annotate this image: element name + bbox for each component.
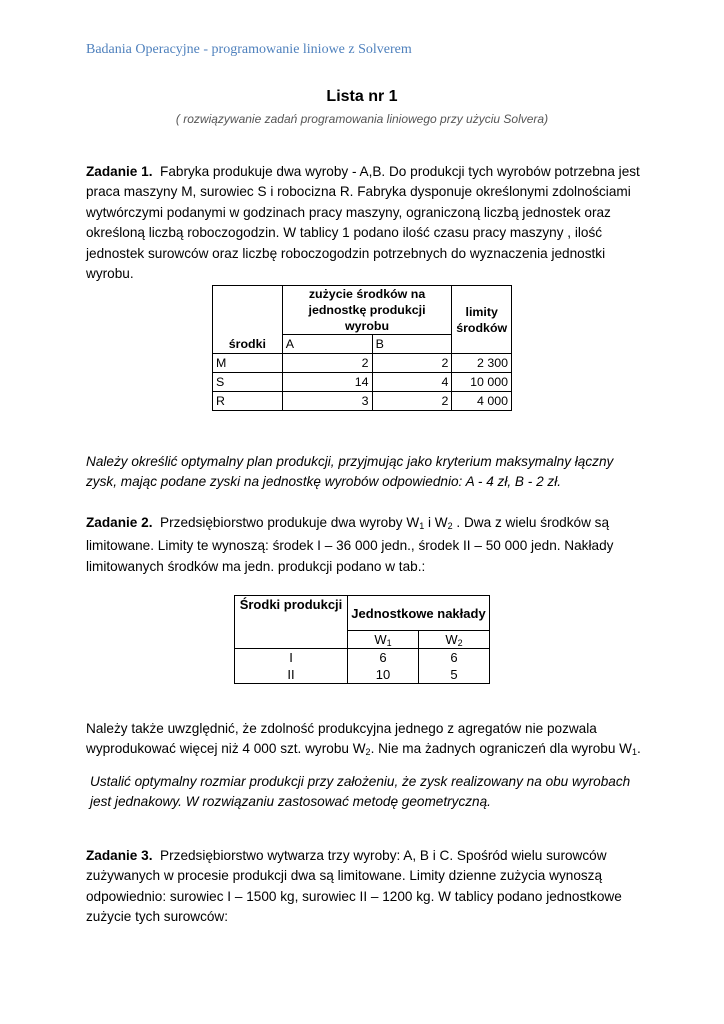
task2-text-block: [86, 513, 646, 577]
task2-table: [234, 595, 490, 684]
task2-note: [86, 719, 646, 763]
task2-sub: 1: [631, 747, 637, 758]
t1-cell-b: 4: [372, 373, 452, 392]
task2-label: Zadanie 2.: [86, 515, 153, 530]
page-title: Lista nr 1: [326, 88, 398, 105]
t2-head-w1: $W_1$: [348, 631, 419, 649]
task3-text-block: [86, 846, 646, 928]
t1-row-name: M: [213, 354, 283, 373]
t1-cell-a: 3: [282, 392, 372, 411]
t2-cell-w2: 5: [418, 666, 489, 684]
task2-text-3: . Dwa z wielu środków są limitowane. Limity te wynoszą: środek I – 36 000 jedn., środek II – 50 000 jedn. Nakłady limitowanych środków ma jedn. produkcji podano w tab.:: [86, 515, 614, 574]
t2-cell-w1: 6: [348, 649, 419, 667]
t1-cell-limit: 10 000: [452, 373, 512, 392]
t2-cell-w2: 6: [418, 649, 489, 667]
t1-sub-b: B: [372, 335, 452, 354]
t1-cell-a: 14: [282, 373, 372, 392]
t1-sub-a: A: [282, 335, 372, 354]
page-subtitle: ( rozwiązywanie zadań programowania liniowego przy użyciu Solvera): [175, 112, 549, 126]
task2-question: Ustalić optymalny rozmiar produkcji przy założeniu, że zysk realizowany na obu wyrobach jest jednakowy. W rozwiązaniu zastosować metodę geometryczną.: [90, 774, 631, 810]
task3-text: Przedsiębiorstwo wytwarza trzy wyroby: A, B i C. Spośród wielu surowców zużywanych w procesie produkcji dwa są limitowane. Limity dzienne zużycia wynoszą odpowiednio: surowiec I – 1500 kg, surowiec II – 1200 kg. W tablicy podano jednostkowe zużycie tych surowców:: [86, 848, 622, 925]
table-row: [213, 354, 512, 373]
task2-note-3: .: [637, 741, 641, 757]
t1-col-limits: limity środków: [452, 286, 512, 354]
t2-col-means: Środki produkcji: [235, 596, 348, 649]
t1-col-resources: środki: [213, 286, 283, 354]
table-row: [235, 649, 490, 667]
t2-head-w2: $W_2$: [418, 631, 489, 649]
t1-cell-b: 2: [372, 392, 452, 411]
table-row: [213, 373, 512, 392]
t2-row-name: II: [235, 666, 348, 684]
task2-note-2: . Nie ma żadnych ograniczeń dla wyrobu W: [370, 741, 632, 757]
task2-sub: 1: [419, 521, 425, 531]
task1-text-block: [86, 162, 646, 284]
table-row: [235, 666, 490, 684]
t2-col-unit: Jednostkowe nakłady: [348, 596, 490, 631]
task1-question: Należy określić optymalny plan produkcji, przyjmując jako kryterium maksymalny łączny zysk, mając podane zyski na jednostkę wyrobów odpowiednio: A - 4 zł, B - 2 zł.: [86, 454, 614, 490]
page-header: Badania Operacyjne - programowanie liniowe z Solverem: [86, 42, 412, 57]
task1-text: Fabryka produkuje dwa wyroby - A,B. Do produkcji tych wyrobów potrzebna jest praca maszyny M, surowiec S i robocizna R. Fabryka dysponuje określonymi zdolnościami wytwórczymi podanymi w godzinach pracy maszyny, ograniczoną liczbą jednostek oraz określoną liczbą roboczogodzin. W tablicy 1 podano ilość czasu pracy maszyny , ilość jednostek surowców oraz liczbę roboczogodzin potrzebnych do wyznaczenia jednostki wyrobu.: [86, 164, 640, 282]
task2-text-2: i W: [424, 515, 448, 530]
t1-col-usage: zużycie środków na jednostkę produkcji wyrobu: [282, 286, 452, 335]
t1-cell-limit: 4 000: [452, 392, 512, 411]
task1-table: [212, 285, 512, 411]
task2-note-1: Należy także uwzględnić, że zdolność produkcyjna jednego z agregatów nie pozwala wyprodukować więcej niż 4 000 szt. wyrobu W: [86, 721, 597, 757]
t1-cell-a: 2: [282, 354, 372, 373]
t1-cell-limit: 2 300: [452, 354, 512, 373]
table-row: [213, 392, 512, 411]
task2-sub: 2: [365, 747, 371, 758]
task1-label: Zadanie 1.: [86, 164, 153, 179]
t1-cell-b: 2: [372, 354, 452, 373]
t2-row-name: I: [235, 649, 348, 667]
t1-row-name: S: [213, 373, 283, 392]
task2-text-1: Przedsiębiorstwo produkuje dwa wyroby W: [160, 515, 420, 530]
task2-sub: 2: [447, 521, 453, 531]
t1-row-name: R: [213, 392, 283, 411]
task3-label: Zadanie 3.: [86, 848, 153, 863]
t2-cell-w1: 10: [348, 666, 419, 684]
